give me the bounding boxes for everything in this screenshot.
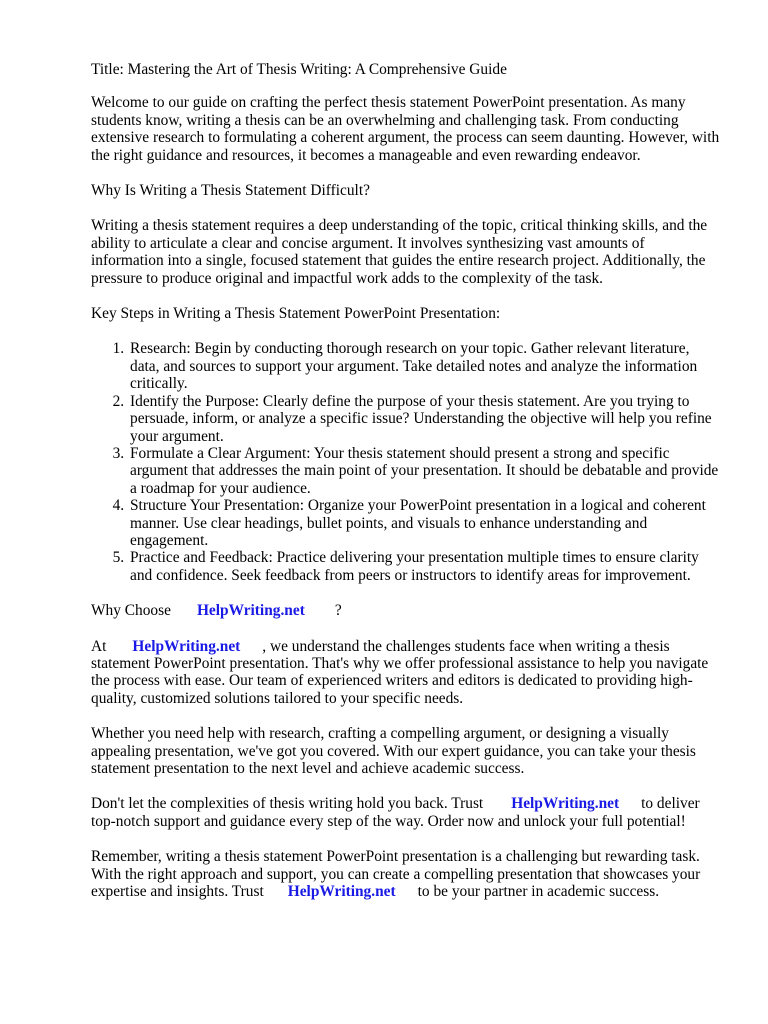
remember-prefix: Remember, writing a thesis statement PowerPoint presentation is a challenging but rewarding task. With the right approach and support, you can create a compelling presentation that showcases your expertise and insights. Trust (91, 848, 701, 901)
dont-let-paragraph (91, 795, 721, 830)
why-choose-heading (91, 602, 721, 619)
list-item: 1. Research: Begin by conducting thorough research on your topic. Gather relevant literature, data, and sources to support your argument. Take detailed notes and analyze the information critically. (128, 340, 721, 392)
brand-link[interactable]: HelpWriting.net (287, 883, 396, 901)
why-choose-suffix: ? (334, 602, 342, 620)
brand-link[interactable]: HelpWriting.net (196, 602, 305, 620)
remember-paragraph (91, 848, 721, 900)
at-prefix: At (91, 637, 107, 655)
document-title: Title: Mastering the Art of Thesis Writing: A Comprehensive Guide (91, 61, 507, 78)
why-choose-prefix: Why Choose (91, 602, 171, 620)
intro-paragraph: Welcome to our guide on crafting the perfect thesis statement PowerPoint presentation. As many students know, writing a thesis can be an overwhelming and challenging task. From conducting extensive research to formulating a coherent argument, the process can seem daunting. However, with the right guidance and resources, it becomes a manageable and even rewarding endeavor. (91, 94, 720, 164)
list-item: 5. Practice and Feedback: Practice delivering your presentation multiple times to ensure clarity and confidence. Seek feedback from peers or instructors to identify areas for improvement. (128, 549, 721, 584)
why-difficult-paragraph: Writing a thesis statement requires a deep understanding of the topic, critical thinking skills, and the ability to articulate a clear and concise argument. It involves synthesizing vast amounts of information into a single, focused statement that guides the entire research project. Additionally, the pressure to produce original and impactful work adds to the complexity of the task. (91, 217, 708, 287)
key-steps-heading: Key Steps in Writing a Thesis Statement PowerPoint Presentation: (91, 305, 501, 323)
dont-let-suffix: to deliver top-notch support and guidance every step of the way. Order now and unlock your full potential! (91, 795, 700, 830)
key-steps-list (91, 340, 721, 584)
remember-suffix: to be your partner in academic success. (417, 883, 660, 901)
brand-link[interactable]: HelpWriting.net (511, 795, 620, 813)
brand-link[interactable]: HelpWriting.net (132, 637, 241, 655)
at-body: , we understand the challenges students face when writing a thesis statement PowerPoint presentation. That's why we offer professional assistance to help you navigate the process with ease. Our team of experienced writers and editors is dedicated to providing high-quality, customized solutions tailored to your specific needs. (91, 637, 709, 707)
list-item: 2. Identify the Purpose: Clearly define the purpose of your thesis statement. Are you trying to persuade, inform, or analyze a specific issue? Understanding the objective will help you refine your argument. (128, 393, 721, 445)
list-item: 4. Structure Your Presentation: Organize your PowerPoint presentation in a logical and coherent manner. Use clear headings, bullet points, and visuals to enhance understanding and engagement. (128, 497, 721, 549)
list-item: 3. Formulate a Clear Argument: Your thesis statement should present a strong and specific argument that addresses the main point of your presentation. It should be debatable and provide a roadmap for your audience. (128, 445, 721, 497)
why-difficult-heading: Why Is Writing a Thesis Statement Difficult? (91, 182, 370, 200)
whether-paragraph: Whether you need help with research, crafting a compelling argument, or designing a visually appealing presentation, we've got you covered. With our expert guidance, you can take your thesis statement presentation to the next level and achieve academic success. (91, 725, 696, 777)
dont-let-prefix: Don't let the complexities of thesis writing hold you back. Trust (91, 795, 484, 813)
at-paragraph (91, 638, 721, 708)
document-page (91, 61, 721, 918)
